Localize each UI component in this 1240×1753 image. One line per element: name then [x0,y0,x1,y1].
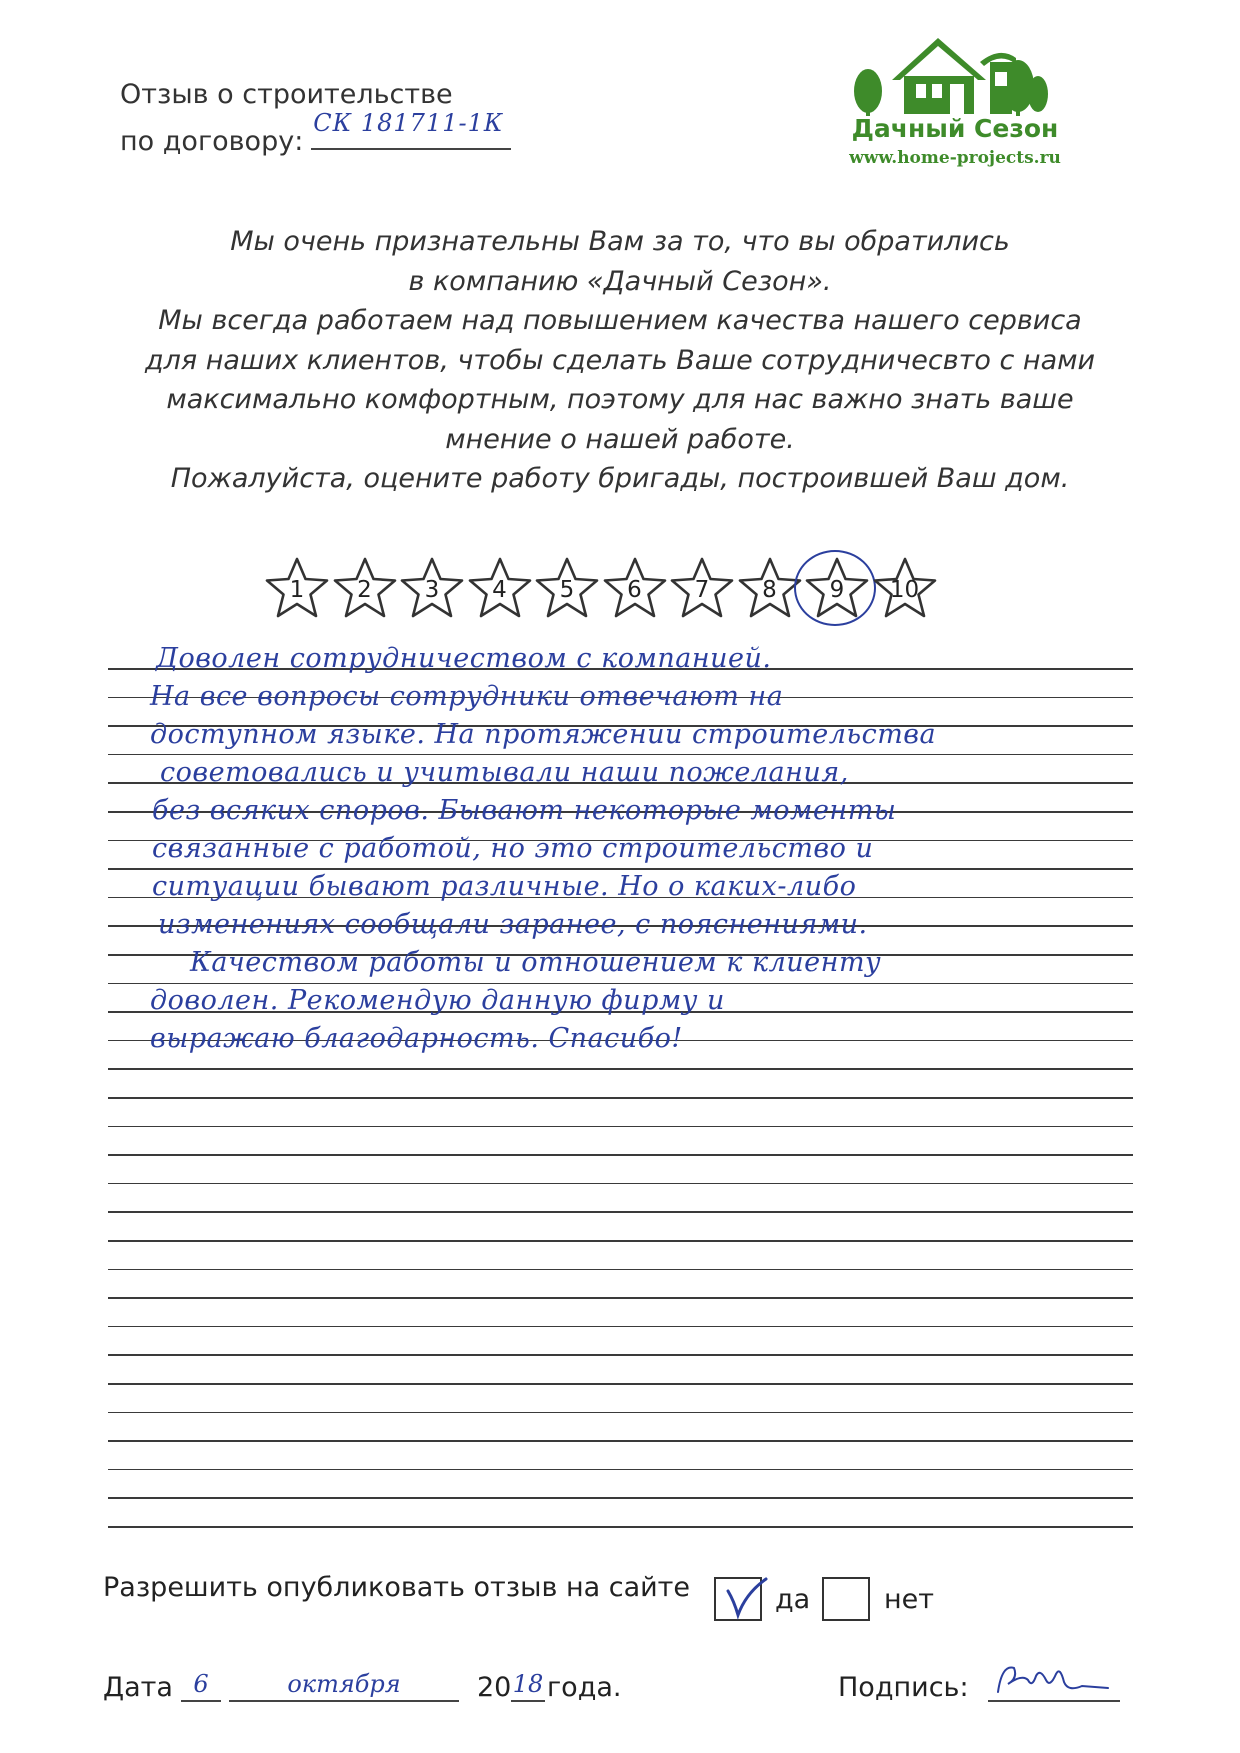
date-day: 6 [193,1670,209,1698]
intro-line: Пожалуйста, оцените работу бригады, построившей Ваш дом. [170,463,1070,494]
rating-star-number: 10 [889,577,920,603]
review-text[interactable] [150,640,1140,1058]
signature-label: Подпись: [838,1672,969,1703]
date-month: октября [287,1670,401,1698]
ruled-line [108,1126,1133,1128]
rating-star-number: 5 [559,577,575,603]
date-year-field[interactable] [511,1668,545,1702]
ruled-line [108,1497,1133,1499]
intro-line: для наших клиентов, чтобы сделать Ваше сотрудничесвто с нами [144,344,1096,376]
logo-name: Дачный Сезон [851,114,1059,143]
checkmark-icon [714,1571,774,1623]
rating-star-number: 1 [289,577,305,603]
ruled-line [108,1326,1133,1328]
ruled-line [108,1269,1133,1271]
rating-star-number: 6 [627,577,642,603]
review-line: На все вопросы сотрудники отвечают на [150,681,784,712]
rating-star-1[interactable] [262,554,332,624]
rating-star-number: 3 [424,577,440,603]
review-line: Качеством работы и отношением к клиенту [190,947,882,978]
form-title: Отзыв о строительстве [120,79,453,110]
signature-row [838,1672,1138,1712]
ruled-line [108,1297,1133,1299]
rating-star-10[interactable] [870,554,940,624]
ruled-line [108,1068,1133,1070]
contract-number: СК 181711-1К [313,109,504,137]
publish-yes-checkbox[interactable] [714,1577,762,1621]
review-line: без всяких споров. Бывают некоторые моменты [152,795,897,826]
publish-yes-label: да [775,1584,811,1615]
intro-line: максимально комфортным, поэтому для нас важно знать ваше [166,384,1074,415]
rating-star-3[interactable] [397,554,467,624]
rating-star-2[interactable] [330,554,400,624]
review-line: изменениях сообщали заранее, с пояснениями. [158,909,868,940]
contract-label: по договору: [120,126,304,157]
ruled-line [108,1240,1133,1242]
ruled-line [108,1183,1133,1185]
date-year-prefix: 20 [477,1672,512,1703]
intro-text [120,222,1120,499]
date-month-field[interactable] [229,1668,459,1702]
publish-no-checkbox[interactable] [822,1577,870,1621]
rating-stars [262,554,1022,638]
house-trees-logo-icon [840,36,1070,116]
ruled-line [108,1469,1133,1471]
ruled-line [108,1383,1133,1385]
date-year-word: года. [547,1672,622,1703]
review-line: ситуации бывают различные. Но о каких-либо [152,871,857,902]
rating-star-5[interactable] [532,554,602,624]
rating-star-number: 2 [357,577,372,603]
rating-star-9[interactable] [802,554,872,624]
date-day-field[interactable] [181,1668,221,1702]
ruled-line [108,1440,1133,1442]
review-line: связанные с работой, но это строительство и [152,833,874,864]
intro-line: мнение о нашей работе. [445,423,795,455]
form-header [120,72,511,165]
rating-star-number: 4 [492,577,507,603]
review-line: Доволен сотрудничеством с компанией. [156,643,772,674]
review-line: выражаю благодарность. Спасибо! [150,1023,683,1054]
signature-field[interactable] [988,1668,1120,1702]
publish-label: Разрешить опубликовать отзыв на сайте [103,1572,690,1603]
date-year-suffix: 18 [512,1670,544,1698]
rating-star-4[interactable] [465,554,535,624]
rating-star-6[interactable] [600,554,670,624]
publish-permission [103,1572,690,1603]
ruled-line [108,1211,1133,1213]
ruled-line [108,1154,1133,1156]
rating-star-number: 8 [762,577,777,603]
company-logo [840,36,1070,176]
contract-row [120,109,511,165]
date-label: Дата [103,1672,173,1703]
handwritten-signature-icon [988,1658,1120,1698]
intro-line: Мы всегда работаем над повышением качества нашего сервиса [158,305,1082,336]
review-line: доступном языке. На протяжении строительства [150,719,937,750]
rating-star-number: 7 [694,577,710,603]
review-line: доволен. Рекомендую данную фирму и [150,985,725,1016]
logo-url: www.home-projects.ru [849,148,1061,168]
ruled-line [108,1526,1133,1528]
contract-field[interactable] [311,109,511,150]
intro-line: Мы очень признательны Вам за то, что вы обратились [230,226,1010,257]
publish-no-label: нет [884,1584,934,1615]
rating-star-number: 9 [829,577,845,603]
ruled-line [108,1354,1133,1356]
ruled-line [108,1412,1133,1414]
selected-rating-circle [794,550,876,626]
review-line: советовались и учитывали наши пожелания, [160,757,849,788]
ruled-line [108,1097,1133,1099]
intro-line: в компанию «Дачный Сезон». [408,265,832,297]
rating-star-7[interactable] [667,554,737,624]
